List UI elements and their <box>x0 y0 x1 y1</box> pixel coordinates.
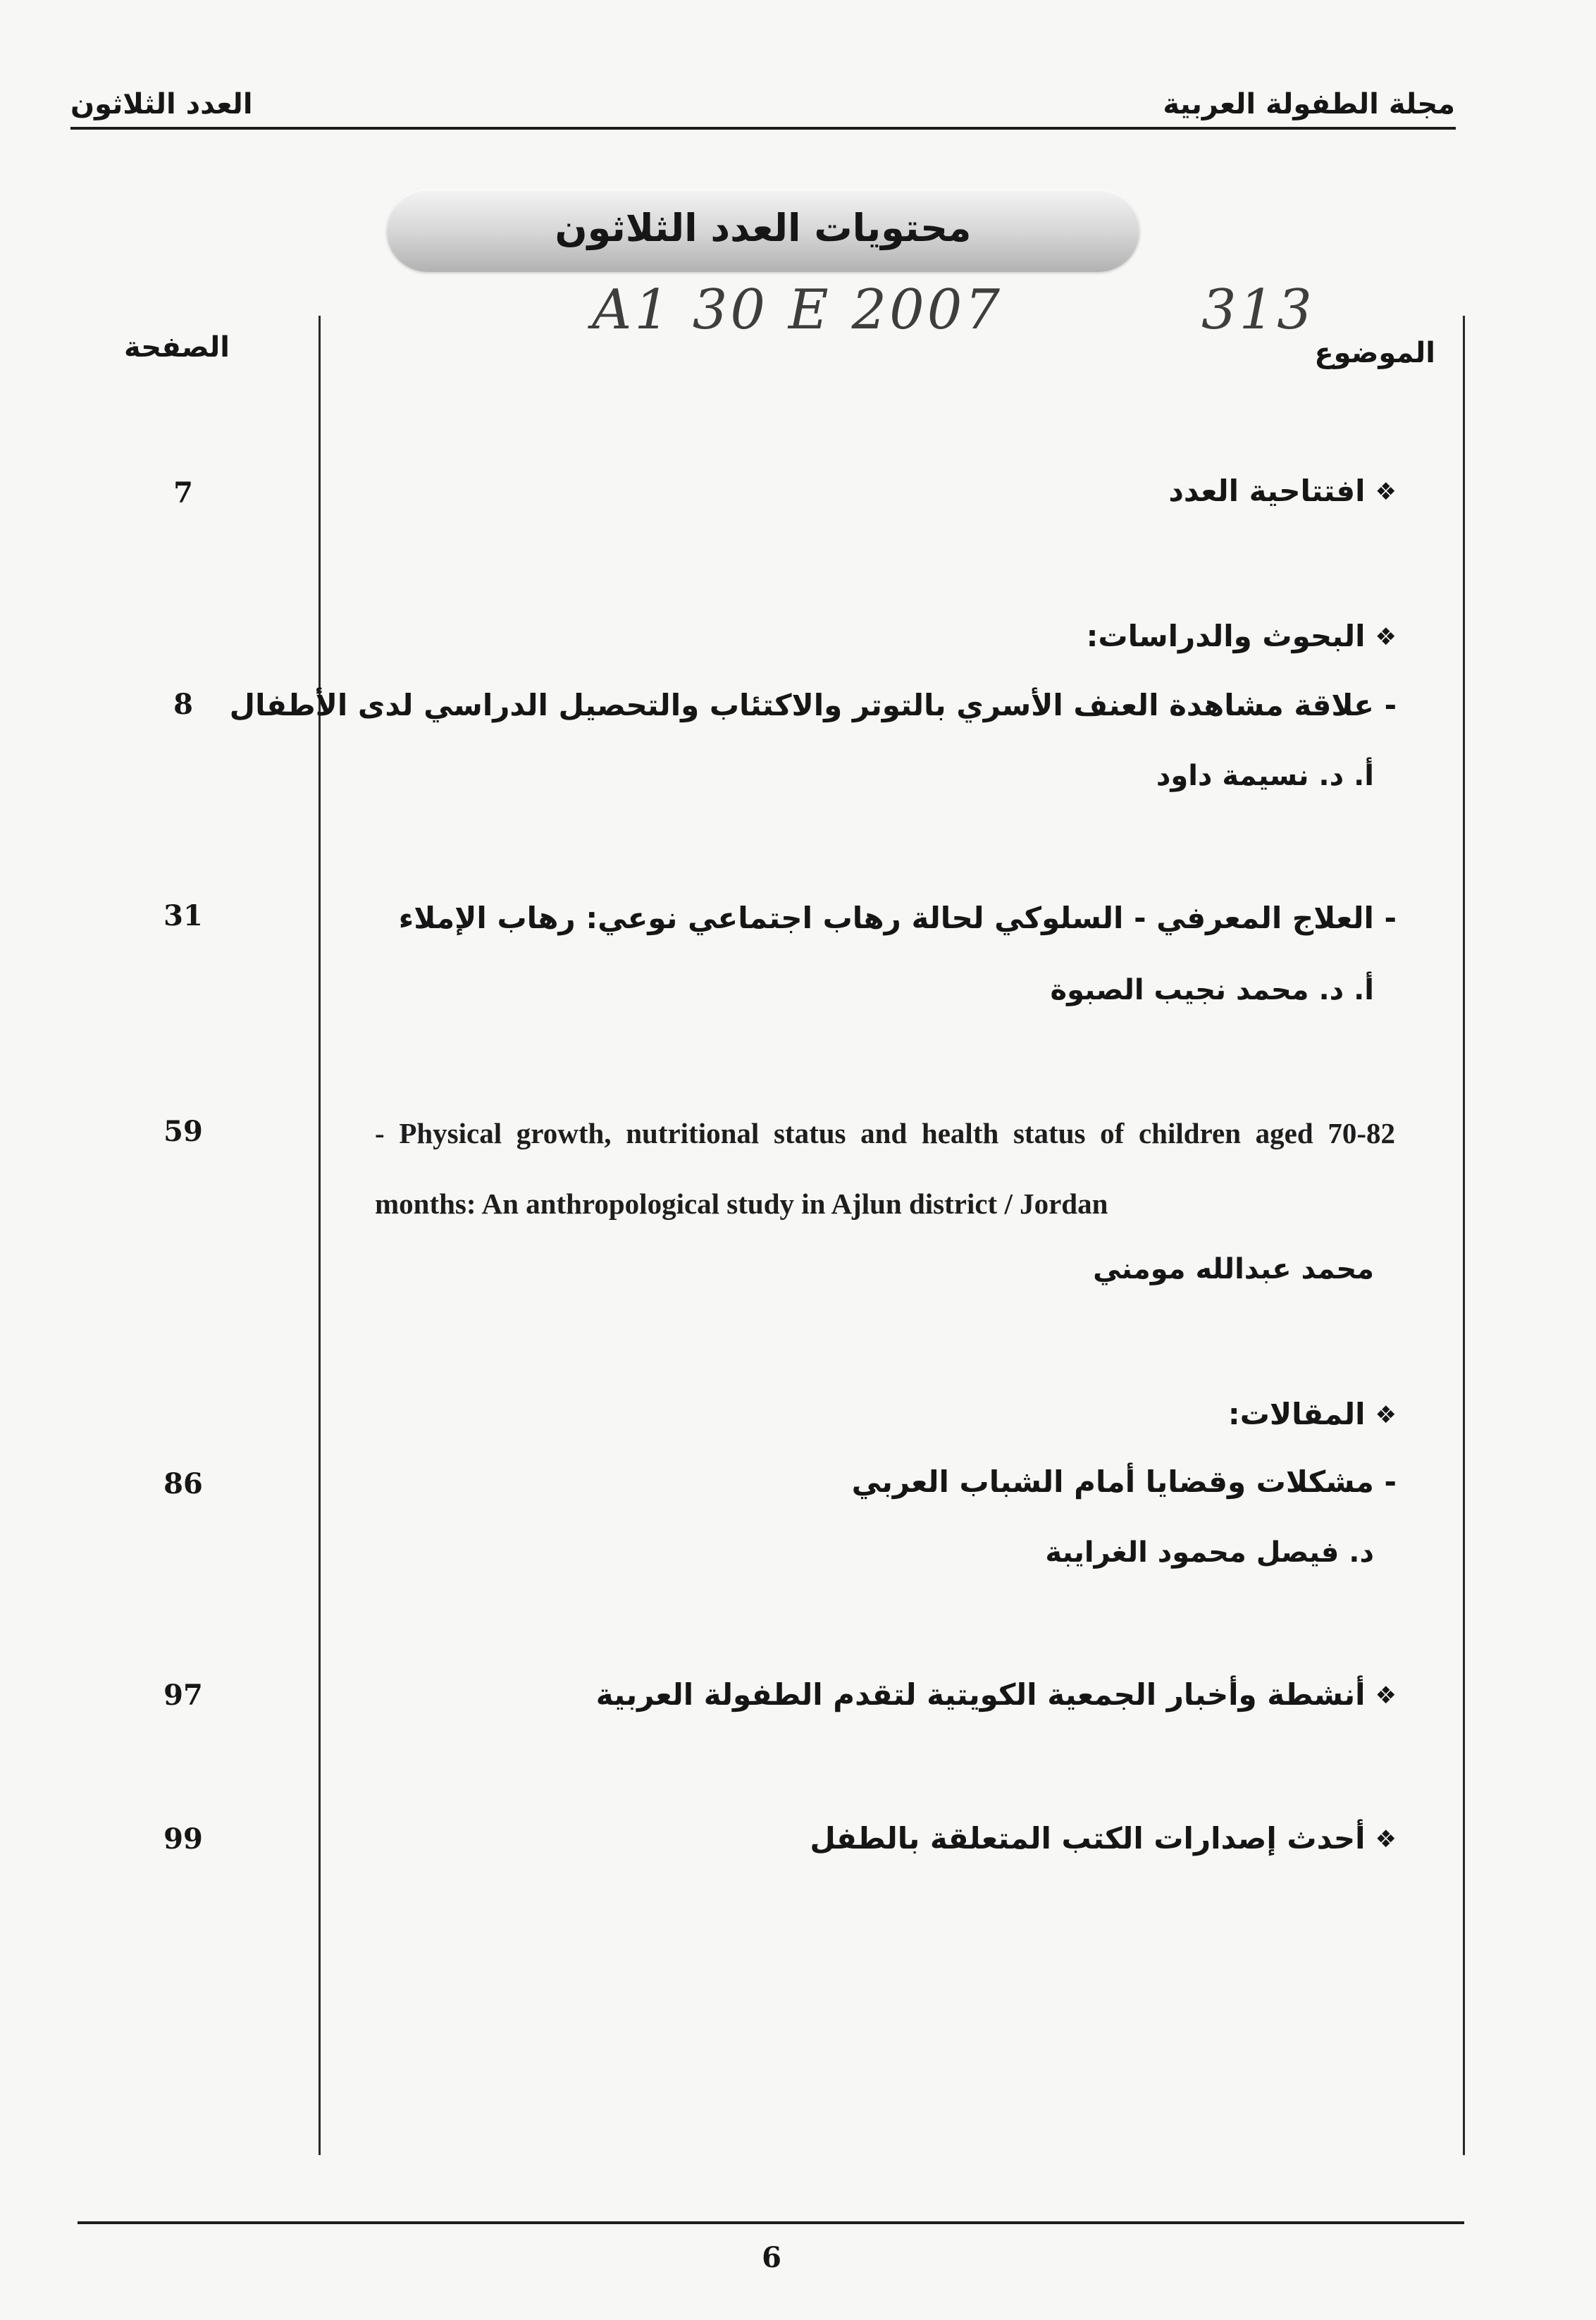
table-right-border <box>1463 316 1465 2155</box>
entry-page-number: 59 <box>163 1115 203 1148</box>
toc-entry-research-2: - العلاج المعرفي - السلوكي لحالة رهاب اجتماعي نوعي: رهاب الإملاء <box>398 901 1397 935</box>
topic-column-header: الموضوع <box>1314 337 1435 369</box>
toc-entry-article-1: - مشكلات وقضايا أمام الشباب العربي <box>851 1464 1397 1499</box>
entry-author: محمد عبدالله مومني <box>1093 1253 1374 1285</box>
entry-page-number: 86 <box>163 1467 203 1500</box>
entry-title: أحدث إصدارات الكتب المتعلقة بالطفل <box>810 1821 1366 1856</box>
toc-entry-activities <box>596 1677 1397 1712</box>
entry-page-number: 31 <box>163 899 203 932</box>
handwritten-number: 313 <box>1201 278 1315 342</box>
footer-rule <box>78 2221 1464 2224</box>
journal-name: مجلة الطفولة العربية <box>1163 88 1455 121</box>
toc-entry-research-3: - Physical growth, nutritional status and health status of children aged 70-82 months: An anthropological study in Ajlun district / Jordan <box>375 1117 1395 1220</box>
section-heading-articles <box>1228 1397 1397 1431</box>
entry-title: افتتاحية العدد <box>1168 474 1366 508</box>
entry-author: د. فيصل محمود الغرايبة <box>1045 1536 1374 1569</box>
page-title: محتويات العدد الثلاثون <box>555 206 972 250</box>
entry-title: أنشطة وأخبار الجمعية الكويتية لتقدم الطفولة العربية <box>595 1677 1366 1712</box>
page-number: 6 <box>762 2241 781 2274</box>
diamond-bullet-icon: ❖ <box>1375 1682 1397 1710</box>
handwritten-code: A1 30 E 2007 <box>592 278 1003 342</box>
toc-entry-editorial <box>1168 474 1397 508</box>
diamond-bullet-icon: ❖ <box>1375 623 1397 651</box>
entry-page-number: 7 <box>173 476 193 510</box>
header-rule <box>70 127 1456 130</box>
diamond-bullet-icon: ❖ <box>1375 1401 1397 1429</box>
section-title: المقالات: <box>1227 1397 1366 1431</box>
entry-page-number: 99 <box>163 1822 203 1856</box>
entry-page-number: 97 <box>163 1679 203 1712</box>
toc-entry-books <box>810 1821 1397 1856</box>
entry-author: أ. د. نسيمة داود <box>1156 760 1374 792</box>
issue-label: العدد الثلاثون <box>70 88 253 121</box>
page-column-divider <box>318 316 321 2155</box>
entry-page-number: 8 <box>173 688 193 721</box>
page-column-header: الصفحة <box>124 331 230 364</box>
toc-entry-research-1: - علاقة مشاهدة العنف الأسري بالتوتر والاكتئاب والتحصيل الدراسي لدى الأطفال <box>229 688 1397 722</box>
section-heading-research <box>1087 619 1397 653</box>
section-title: البحوث والدراسات: <box>1086 619 1366 653</box>
diamond-bullet-icon: ❖ <box>1375 1825 1397 1853</box>
diamond-bullet-icon: ❖ <box>1375 478 1397 506</box>
entry-author: أ. د. محمد نجيب الصبوة <box>1050 974 1374 1006</box>
